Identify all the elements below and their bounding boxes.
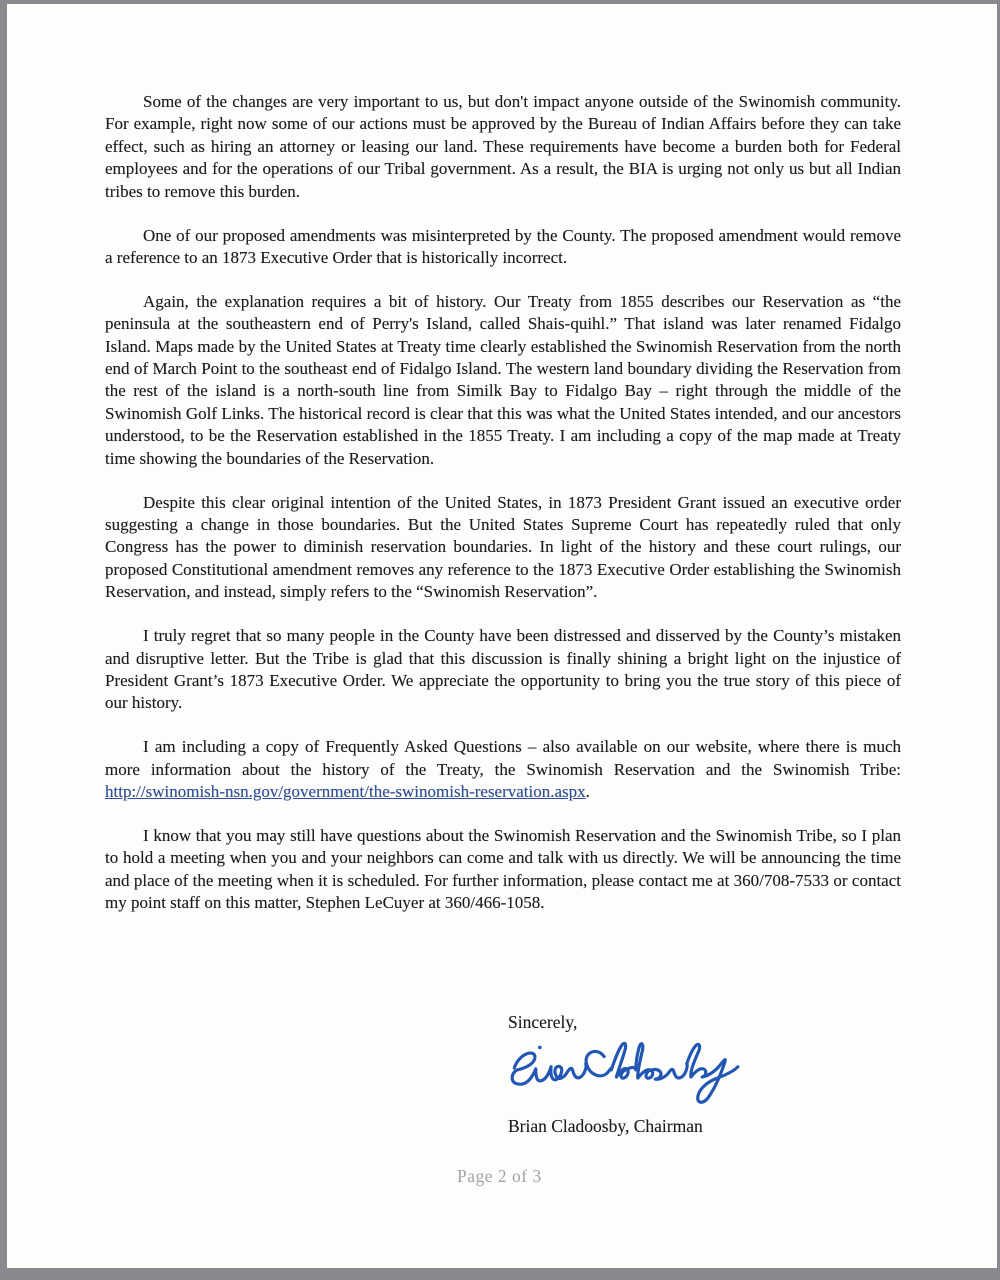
faq-text-before-link: I am including a copy of Frequently Asked Questions – also available on our website, where there is much more information about the history of the Treaty, the Swinomish Reservation and the Swinomish Tribe: (105, 737, 901, 779)
paragraph-bia-burden: Some of the changes are very important to us, but don't impact anyone outside of the Swinomish community. For example, right now some of our actions must be approved by the Bureau of Indian Affairs before they can take effect, such as hiring an attorney or leasing our land. These requirements have become a burden both for Federal employees and for the operations of our Tribal government. As a result, the BIA is urging not only us but all Indian tribes to remove this burden. (105, 92, 901, 201)
faq-text-after-link: . (585, 782, 590, 802)
page-number: Page 2 of 3 (457, 1166, 542, 1186)
paragraph-misinterpreted-amendment: One of our proposed amendments was misinterpreted by the County. The proposed amendment would remove a reference to an 1873 Executive Order that is historically incorrect. (105, 225, 901, 267)
reservation-website-link[interactable]: http://swinomish-nsn.gov/government/the-swinomish-reservation.aspx (105, 782, 586, 802)
paragraph-treaty-history: Again, the explanation requires a bit of history. Our Treaty from 1855 describes our Reservation as “the peninsula at the southeastern end of Perry's Island, called Shais-quihl.” That island was later renamed Fidalgo Island. Maps made by the United States at Treaty time clearly established the Swinomish Reservation from the north end of March Point to the southeast end of Fidalgo Island. The western land boundary dividing the Reservation from the rest of the island is a north-south line from Similk Bay to Fidalgo Bay – right through the middle of the Swinomish Golf Links. The historical record is clear that this was what the United States intended, and our ancestors understood, to be the Reservation established in the 1855 Treaty. I am including a copy of the map made at Treaty time showing the boundaries of the Reservation. (105, 291, 901, 468)
signature-handwriting (498, 1034, 743, 1118)
closing-block (508, 1012, 703, 1136)
letter-page (7, 4, 997, 1268)
paragraph-faq-website (105, 736, 901, 803)
paragraph-regret: I truly regret that so many people in the County have been distressed and disserved by the County’s mistaken and disruptive letter. But the Tribe is glad that this discussion is finally shining a bright light on the injustice of President Grant’s 1873 Executive Order. We appreciate the opportunity to bring you the true story of this piece of our history. (105, 626, 901, 713)
paragraph-executive-order: Despite this clear original intention of the United States, in 1873 President Grant issued an executive order suggesting a change in those boundaries. But the United States Supreme Court has repeatedly ruled that only Congress has the power to diminish reservation boundaries. In light of the history and these court rulings, our proposed Constitutional amendment removes any reference to the 1873 Executive Order establishing the Swinomish Reservation, and instead, simply refers to the “Swinomish Reservation”. (105, 492, 901, 602)
letter-body (105, 91, 901, 915)
paragraph-meeting-contact: I know that you may still have questions about the Swinomish Reservation and the Swinomish Tribe, so I plan to hold a meeting when you and your neighbors can come and talk with us directly. We will be announcing the time and place of the meeting when it is scheduled. For further information, please contact me at 360/708-7533 or contact my point staff on this matter, Stephen LeCuyer at 360/466-1058. (105, 825, 901, 913)
signature-name-line: Brian Cladoosby, Chairman (508, 1116, 703, 1136)
closing-salutation: Sincerely, (508, 1012, 578, 1032)
